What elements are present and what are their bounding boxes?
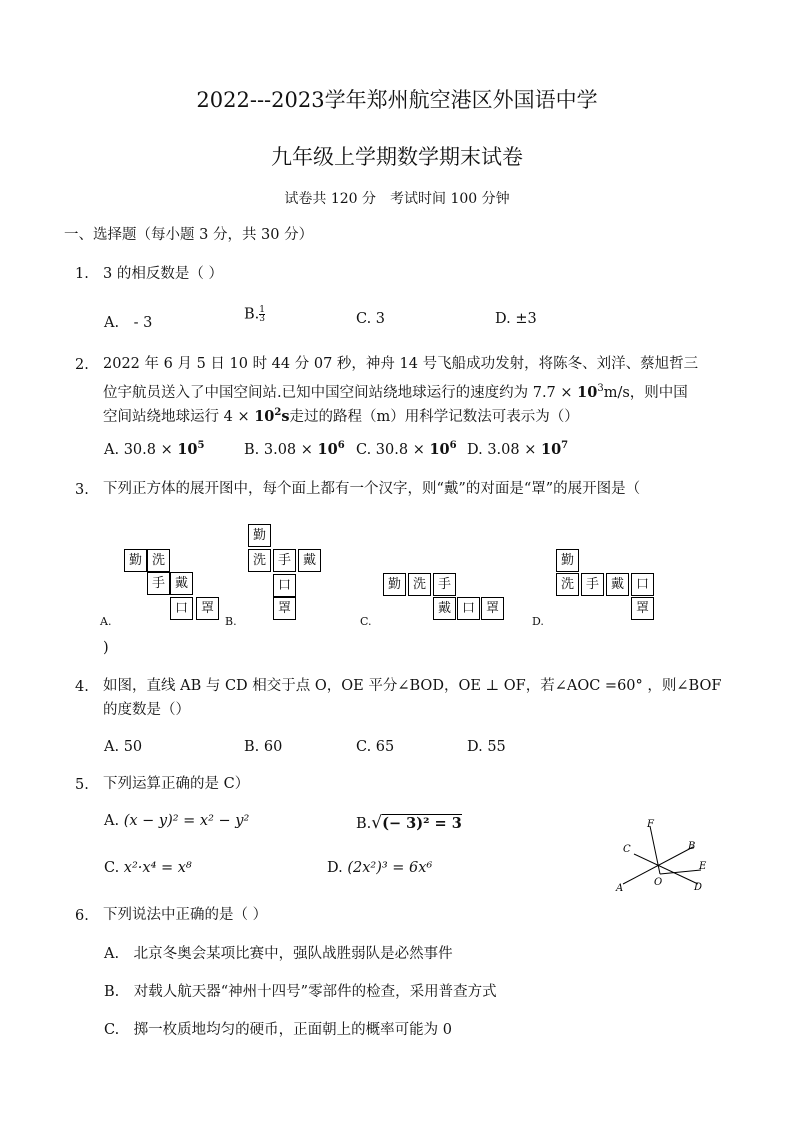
question-number: 2. [75, 357, 89, 373]
question-text: 下列说法中正确的是（ ） [103, 907, 268, 923]
ray-oe [660, 870, 701, 874]
fraction [259, 306, 265, 323]
face-xi: 洗 [408, 573, 431, 596]
question-tail: ) [103, 640, 109, 656]
face-qin: 勤 [556, 549, 579, 572]
label-d: D [694, 882, 703, 893]
option-label: A. [104, 813, 120, 829]
option-c: C. 65 [356, 739, 395, 755]
exam-info: 试卷共 120 分 考试时间 100 分钟 [284, 191, 510, 207]
expression: x²·x⁴ = x⁸ [123, 860, 192, 876]
question-line-1: 2022 年 6 月 5 日 10 时 44 分 07 秒，神舟 14 号飞船成功发射，将陈冬、刘洋、蔡旭哲三 [103, 356, 699, 372]
label-f: F [647, 819, 654, 830]
option-b: B. 对载人航天器“神州十四号”零部件的检查，采用普查方式 [104, 984, 497, 1000]
face-zhao: 罩 [631, 597, 654, 620]
power-base: 10 [177, 440, 198, 458]
option-b [244, 440, 345, 458]
text: 空间站绕地球运行 4 × [103, 408, 255, 425]
face-zhao: 罩 [481, 597, 504, 620]
question-line-2: 的度数是（） [103, 702, 190, 718]
option-c [104, 860, 192, 876]
option-a [104, 440, 205, 458]
face-zhao: 罩 [196, 597, 219, 620]
option-d: D. ±3 [495, 311, 537, 327]
net-label-c: C. [360, 615, 372, 628]
power-base: 10 [540, 440, 562, 458]
question-number: 3. [75, 482, 89, 498]
option-b [356, 813, 462, 833]
option-a: A. 北京冬奥会某项比赛中，强队战胜弱队是必然事件 [104, 946, 453, 962]
face-dai: 戴 [606, 573, 629, 596]
power-exp: 3 [597, 383, 604, 394]
option-label: D. [327, 860, 343, 876]
face-kou: 口 [170, 597, 193, 620]
option-d [327, 860, 432, 876]
option-c: C. 掷一枚质地均匀的硬币，正面朝上的概率可能为 0 [104, 1022, 453, 1038]
face-dai: 戴 [298, 549, 321, 572]
face-shou: 手 [581, 573, 604, 596]
face-qin: 勤 [124, 549, 147, 572]
power-exp: 7 [561, 440, 569, 451]
face-shou: 手 [433, 573, 456, 596]
denominator: 3 [259, 314, 265, 324]
text: D. 3.08 × [467, 441, 541, 458]
section-heading: 一、选择题（每小题 3 分，共 30 分） [64, 227, 314, 243]
expression: (2x²)³ = 6x⁶ [347, 860, 433, 876]
net-label-b: B. [225, 615, 237, 628]
question-number: 6. [75, 908, 89, 924]
expression: (− 3)² = 3 [382, 815, 462, 832]
question-line-1: 如图，直线 AB 与 CD 相交于点 O，OE 平分∠BOD，OE ⊥ OF，若∠AOC =60° ，则∠BOF [103, 678, 722, 694]
question-text: 下列正方体的展开图中，每个面上都有一个汉字，则“戴”的对面是“罩”的展开图是（ [103, 481, 641, 497]
face-shou: 手 [147, 572, 170, 595]
label-e: E [699, 861, 707, 872]
exam-title-line1: 2022---2023学年郑州航空港区外国语中学 [196, 88, 598, 112]
option-d [467, 440, 568, 458]
label-c: C [623, 844, 631, 855]
option-a [104, 813, 249, 829]
option-c [356, 440, 457, 458]
question-line-3 [103, 401, 579, 429]
face-kou: 口 [273, 574, 296, 597]
face-kou: 口 [457, 597, 480, 620]
option-d: D. 55 [467, 739, 506, 755]
label-a: A [616, 883, 624, 894]
power-base: 10 [577, 383, 598, 401]
text: m/s，则中国 [603, 384, 688, 401]
text: 走过的路程（m）用科学记数法可表示为（） [289, 408, 579, 425]
option-b: B. 60 [244, 739, 283, 755]
unit-s: s [281, 407, 290, 425]
question-number: 4. [75, 679, 89, 695]
text: C. 30.8 × [356, 441, 430, 458]
net-label-a: A. [100, 615, 112, 628]
option-label: C. [104, 860, 120, 876]
face-kou: 口 [631, 573, 654, 596]
exam-title-line2: 九年级上学期数学期末试卷 [271, 145, 523, 169]
face-qin: 勤 [248, 524, 271, 547]
angle-figure [610, 812, 720, 896]
power-exp: 5 [197, 440, 205, 451]
question-number: 1. [75, 266, 89, 282]
sqrt-icon: √ [371, 813, 383, 833]
line-cd [634, 854, 698, 884]
text: B. 3.08 × [244, 441, 318, 458]
option-label: B. [356, 816, 372, 832]
power-base: 10 [429, 440, 450, 458]
face-xi: 洗 [556, 573, 579, 596]
face-qin: 勤 [383, 573, 406, 596]
face-zhao: 罩 [273, 597, 296, 620]
numerator: 1 [259, 305, 265, 315]
face-shou: 手 [273, 549, 296, 572]
power-exp: 6 [337, 440, 345, 451]
expression: (x − y)² = x² − y² [123, 813, 250, 829]
face-dai: 戴 [433, 597, 456, 620]
label-b: B [688, 841, 696, 852]
power-exp: 2 [274, 407, 282, 418]
power-exp: 6 [449, 440, 457, 451]
face-dai: 戴 [170, 572, 193, 595]
option-b [244, 306, 265, 323]
question-text: 3 的相反数是（ ） [103, 266, 223, 282]
option-a: A. - 3 [104, 315, 153, 331]
power-base: 10 [317, 440, 338, 458]
option-b-label: B. [244, 306, 260, 323]
net-label-d: D. [532, 615, 544, 628]
text: A. 30.8 × [104, 441, 178, 458]
face-xi: 洗 [248, 549, 271, 572]
power-base: 10 [254, 407, 275, 425]
option-a: A. 50 [104, 739, 143, 755]
option-c: C. 3 [356, 311, 386, 327]
question-number: 5. [75, 777, 89, 793]
label-o: O [654, 877, 663, 888]
face-xi: 洗 [147, 549, 170, 572]
question-text: 下列运算正确的是 C） [103, 776, 250, 792]
text: 位宇航员送入了中国空间站.已知中国空间站绕地球运行的速度约为 7.7 × [103, 384, 578, 401]
